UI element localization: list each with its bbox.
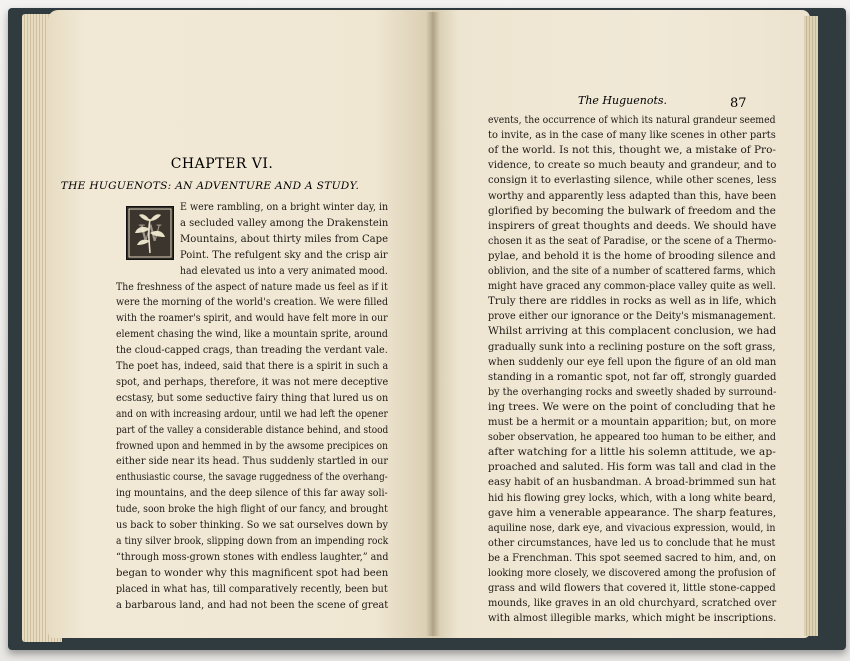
text-line: ecstasy, but some seductive fairy thing that lured us on bbox=[116, 391, 389, 404]
text-line: to invite, as in the case of many like scenes in other parts bbox=[488, 129, 776, 142]
text-line: and on with increasing ardour, until we had left the opener bbox=[116, 407, 388, 420]
text-line: oblivion, and the site of a number of scattered farms, which bbox=[488, 265, 776, 277]
text-line: placed in what has, till comparatively recently, been but bbox=[116, 582, 388, 595]
text-line: consign it to everlasting silence, while other scenes, less bbox=[488, 174, 777, 187]
text-line: a tiny silver brook, slipping down from an impending rock bbox=[116, 534, 389, 547]
page-number: 87 bbox=[730, 96, 747, 111]
text-line: grass and wild flowers that covered it, little stone-capped bbox=[488, 582, 776, 595]
text-line: began to wonder why this magnificent spot had been bbox=[116, 566, 389, 579]
text-line: mounds, like graves in an old churchyard, scratched over bbox=[488, 597, 777, 610]
text-line: The poet has, indeed, said that there is a spirit in such a bbox=[116, 360, 389, 372]
text-line: aquiline nose, dark eye, and vivacious expression, would, in bbox=[488, 521, 776, 534]
text-line: when suddenly our eye fell upon the figure of an old man bbox=[488, 355, 777, 368]
running-head: The Huguenots. bbox=[578, 94, 668, 107]
text-line: sober observation, he appeared too human to be either, and bbox=[488, 431, 776, 444]
text-line: Whilst arriving at this complacent conclusion, we had bbox=[488, 325, 777, 338]
floral-drop-cap-icon bbox=[127, 207, 173, 259]
text-line: either side near its head. Thus suddenly startled in our bbox=[116, 455, 389, 468]
text-line: proached and saluted. His form was tall and clad in the bbox=[488, 461, 776, 474]
text-line: us back to sober thinking. So we sat ourselves down by bbox=[116, 519, 388, 531]
drop-cap-ornament bbox=[126, 206, 174, 260]
text-line: looking more closely, we discovered among the profusion of bbox=[488, 567, 776, 579]
text-line: with almost illegible marks, which might be inscriptions. bbox=[488, 612, 777, 625]
text-line: The freshness of the aspect of nature made us feel as if it bbox=[116, 280, 388, 293]
text-line: by the overhanging rocks and sweetly shaded by surround- bbox=[488, 385, 777, 398]
svg-text:W: W bbox=[138, 222, 162, 247]
text-line: ing mountains, and the deep silence of this far away soli- bbox=[116, 487, 388, 500]
text-line: gave him a venerable appearance. The sharp features, bbox=[488, 506, 777, 519]
text-line: a secluded valley among the Drakenstein bbox=[180, 216, 389, 229]
text-line: Truly there are riddles in rocks as well as in life, which bbox=[488, 295, 777, 308]
text-line: pylae, and behold it is the home of brooding silence and bbox=[488, 249, 776, 262]
text-line: the cloud-capped crags, than treading the verdant vale. bbox=[116, 344, 388, 357]
text-line: element chasing the wind, like a mountain sprite, around bbox=[116, 328, 388, 341]
text-line: ing trees. We were on the point of concluding that he bbox=[488, 400, 776, 413]
text-line: E were rambling, on a bright winter day, in bbox=[180, 201, 389, 213]
text-line: Mountains, about thirty miles from Cape bbox=[180, 232, 389, 245]
text-line: easy habit of an husbandman. A broad-brimmed sun hat bbox=[488, 476, 776, 489]
chapter-heading: CHAPTER VI. bbox=[170, 156, 274, 172]
text-line: spot, and perhaps, therefore, it was not mere deceptive bbox=[116, 375, 389, 388]
text-line: “through moss-grown stones with endless laughter,” and bbox=[116, 550, 389, 563]
text-line: with the roamer's spirit, and would have felt more in our bbox=[116, 312, 388, 325]
right-page-edges bbox=[804, 16, 818, 636]
text-line: glorified by becoming the bulwark of freedom and the bbox=[488, 204, 776, 217]
text-line: Point. The refulgent sky and the crisp air bbox=[180, 248, 388, 261]
chapter-subtitle: THE HUGUENOTS: AN ADVENTURE AND A STUDY. bbox=[60, 180, 360, 192]
text-line: tude, soon broke the high flight of our fancy, and brought bbox=[116, 503, 388, 516]
text-line: standing in a romantic spot, not far off, strongly guarded bbox=[488, 370, 777, 383]
text-line: other circumstances, have led us to conclude that he must bbox=[488, 536, 776, 549]
text-line: chosen it as the seat of Paradise, or the scene of a Thermo- bbox=[488, 234, 777, 247]
text-line: gradually sunk into a reclining posture on the soft grass, bbox=[488, 340, 776, 353]
text-line: were the morning of the world's creation. We were filled bbox=[116, 296, 389, 309]
text-line: of the world. Is not this, thought we, a mistake of Pro- bbox=[488, 144, 776, 157]
text-line: had elevated us into a very animated mood. bbox=[180, 264, 388, 277]
text-line: inspirers of great thoughts and deeds. We should have bbox=[488, 219, 777, 232]
text-line: must be a hermit or a mountain apparition; but, on more bbox=[488, 416, 777, 428]
text-line: after watching for a little his solemn attitude, we ap- bbox=[488, 446, 776, 459]
text-line: frowned upon and hemmed in by the awsome precipices on bbox=[116, 439, 388, 452]
text-line: a barbarous land, and had not been the scene of great bbox=[116, 598, 389, 611]
text-line: worthy and apparently less adapted than this, have been bbox=[488, 189, 777, 202]
text-line: part of the valley a considerable distance behind, and stood bbox=[116, 423, 389, 436]
text-line: vidence, to create so much beauty and grandeur, and to bbox=[488, 159, 777, 172]
text-line: events, the occurrence of which its natural grandeur seemed bbox=[488, 114, 776, 126]
text-line: hid his flowing grey locks, which, with a long white beard, bbox=[488, 491, 776, 504]
text-line: might have graced any common-place valley quite as well. bbox=[488, 280, 776, 293]
text-line: prove either our ignorance or the Deity's mismanagement. bbox=[488, 310, 776, 323]
text-line: enthusiastic course, the savage ruggedness of the overhang- bbox=[116, 471, 388, 484]
book-gutter bbox=[426, 12, 440, 636]
text-line: be a Frenchman. This spot seemed sacred to him, and, on bbox=[488, 551, 777, 564]
